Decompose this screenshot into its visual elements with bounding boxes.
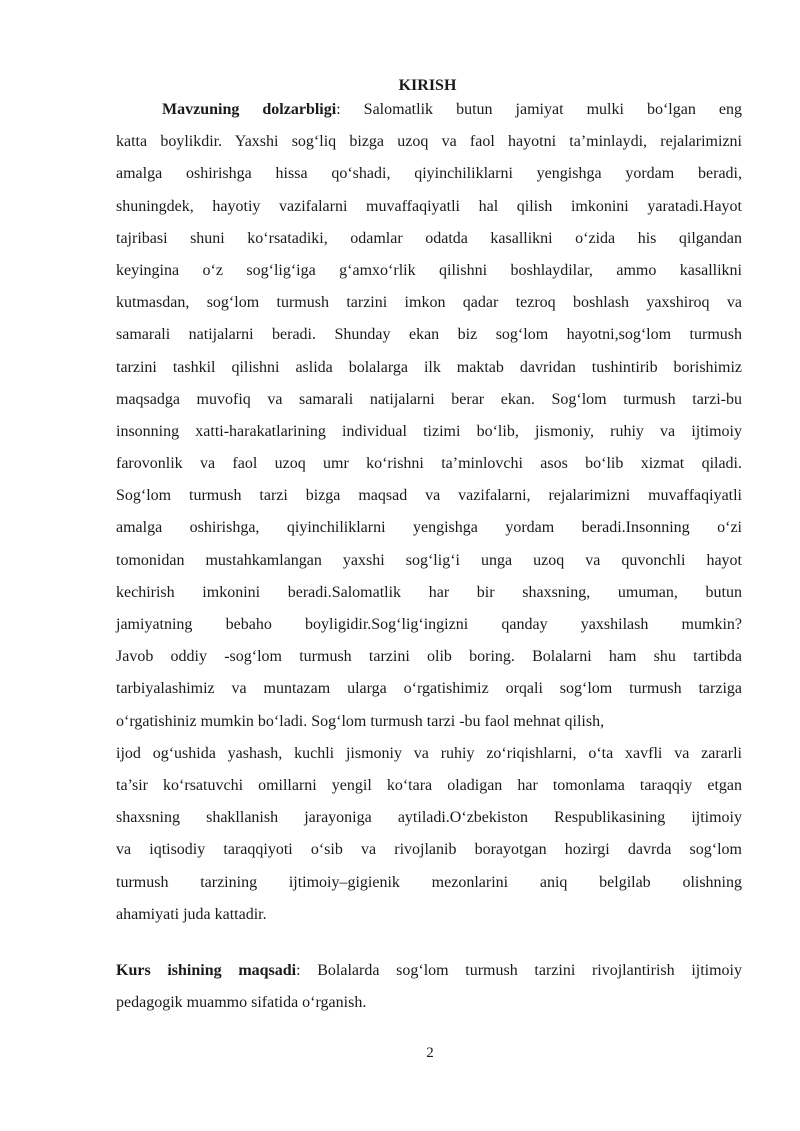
text-line: Kurs ishining maqsadi: Bolalarda sog‘lom turmush tarzini rivojlantirish ijtimoiy [116, 962, 742, 979]
page-number: 2 [426, 1045, 434, 1061]
text-line: maqsadga muvofiq va samarali natijalarni berar ekan. Sog‘lom turmush tarzi-bu [116, 390, 742, 408]
paragraph-goal [116, 961, 742, 1025]
text-line: katta boylikdir. Yaxshi sog‘liq bizga uzoq va faol hayotni ta’minlaydi, rejalarimizni [116, 133, 742, 151]
relevance-heading: Mavzuning dolzarbligi [162, 101, 337, 118]
text-line: Mavzuning dolzarbligi: Salomatlik butun jamiyat mulki bo‘lgan eng [162, 101, 743, 118]
text-line: Javob oddiy -sog‘lom turmush tarzini olib boring. Bolalarni ham shu tartibda [116, 648, 742, 666]
text-line: jamiyatning bebaho boyligidir.Sog‘lig‘ingizni qanday yaxshilash mumkin? [116, 616, 742, 633]
text-line: shuningdek, hayotiy vazifalarni muvaffaqiyatli hal qilish imkonini yaratadi.Hayot [116, 197, 742, 215]
text-line: o‘rgatishiniz mumkin bo‘ladi. Sog‘lom turmush tarzi -bu faol mehnat qilish, [116, 712, 605, 730]
text-line: ahamiyati juda kattadir. [116, 905, 267, 923]
paragraph-relevance [116, 100, 742, 937]
text-line: farovonlik va faol uzoq umr ko‘rishni ta’minlovchi asos bo‘lib xizmat qiladi. [116, 455, 742, 473]
text-line: amalga oshirishga, qiyinchiliklarni yengishga yordam beradi.Insonning o‘zi [116, 519, 742, 537]
text-line: tomonidan mustahkamlangan yaxshi sog‘lig‘i unga uzoq va quvonchli hayot [116, 551, 742, 569]
text-line: Sog‘lom turmush tarzi bizga maqsad va vazifalarni, rejalarimizni muvaffaqiyatli [116, 487, 742, 505]
text-line: tajribasi shuni ko‘rsatadiki, odamlar odatda kasallikni o‘zida his qilgandan [116, 229, 742, 247]
text-line: ijod og‘ushida yashash, kuchli jismoniy va ruhiy zo‘riqishlarni, o‘ta xavfli va zararli [116, 744, 742, 762]
text-line: va iqtisodiy taraqqiyoti o‘sib va rivojlanib borayotgan hozirgi davrda sog‘lom [116, 841, 742, 859]
goal-heading: Kurs ishining maqsadi [116, 962, 297, 979]
text-line: amalga oshirishga hissa qo‘shadi, qiyinchiliklarni yengishga yordam beradi, [116, 165, 742, 183]
text-line: tarzini tashkil qilishni aslida bolalarga ilk maktab davridan tushintirib borishimiz [116, 358, 742, 376]
text-line: turmush tarzining ijtimoiy–gigienik mezonlarini aniq belgilab olishning [116, 873, 742, 891]
page-title: KIRISH [398, 77, 457, 94]
text-line: kechirish imkonini beradi.Salomatlik har bir shaxsning, umuman, butun [116, 583, 742, 601]
text-line: ta’sir ko‘rsatuvchi omillarni yengil ko‘tara oladigan har tomonlama taraqqiy etgan [116, 776, 742, 794]
text-line: keyingina o‘z sog‘lig‘iga g‘amxo‘rlik qilishni boshlaydilar, ammo kasallikni [116, 261, 742, 279]
text-line: tarbiyalashimiz va muntazam ularga o‘rgatishimiz orqali sog‘lom turmush tarziga [116, 680, 742, 698]
text-line: kutmasdan, sog‘lom turmush tarzini imkon qadar tezroq boshlash yaxshiroq va [116, 294, 742, 312]
text-line: samarali natijalarni beradi. Shunday ekan biz sog‘lom hayotni,sog‘lom turmush [116, 326, 742, 344]
text-line: shaxsning shakllanish jarayoniga aytiladi.O‘zbekiston Respublikasining ijtimoiy [116, 809, 742, 827]
text-line: insonning xatti-harakatlarining individual tizimi bo‘lib, jismoniy, ruhiy va ijtimoiy [116, 422, 742, 440]
text-line: pedagogik muammo sifatida o‘rganish. [116, 994, 367, 1012]
